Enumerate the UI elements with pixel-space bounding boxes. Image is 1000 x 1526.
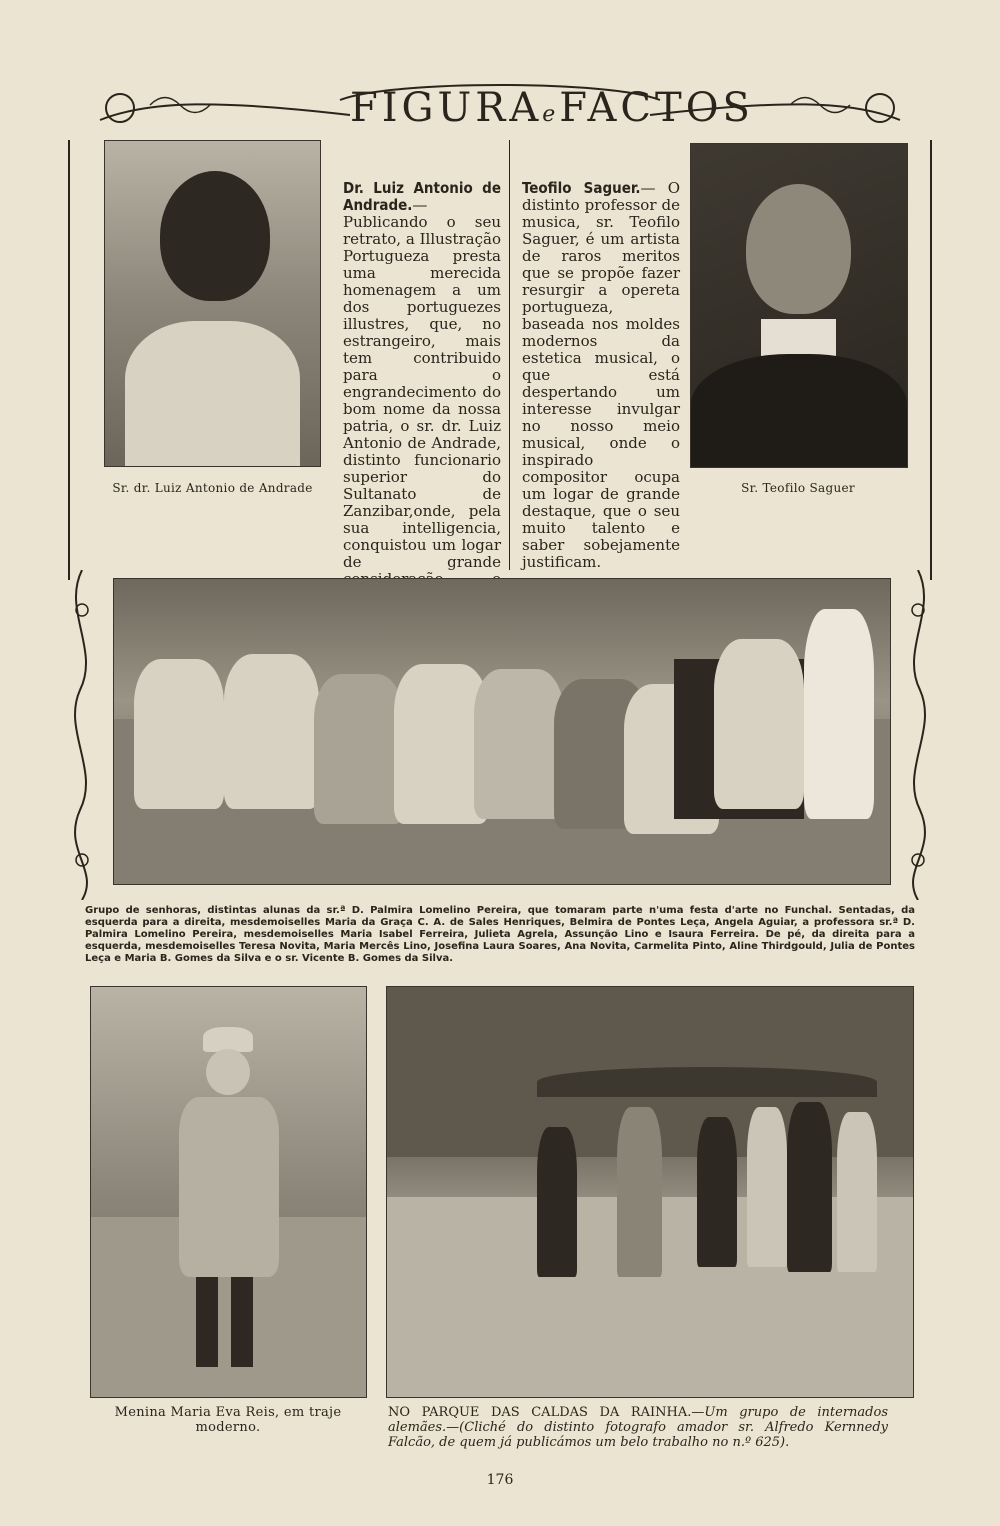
group-photo-funchal [113, 578, 891, 885]
caption-group-photo: Grupo de senhoras, distintas alunas da sr.ª D. Palmira Lomelino Pereira, que tomaram parte n'uma festa d'arte no Funchal. Sentadas, da esquerda para a direita, mesdemoiselles Maria da Graça C. A. de Sales Henriques, Belmira de Pontes Leça, Angela Aguiar, a professora sr.ª D. Palmira Lomelino Pereira, mesdemoiselles Maria Isabel Ferreira, Julieta Agrela, Assunção Lino e Isaura Ferreira. De pé, da direita para a esquerda, mesdemoiselles Teresa Novita, Maria Mercês Lino, Josefina Laura Soares, Ana Novita, Carmelita Pinto, Aline Thirdgould, Julia de Pontes Leça e Maria B. Gomes da Silva e o sr. Vicente B. Gomes da Silva. [85, 905, 915, 964]
page-title: FIGURAeFACTOS [350, 85, 754, 131]
right-ornament [898, 570, 938, 900]
article-luiz-andrade: Dr. Luiz Antonio de Andrade.—Publicando o seu retrato, a Illustração Portugueza presta uma merecida homenagem a um dos portuguezes illustres, que, no estrangeiro, mais tem contribuido para o engrandecimento do bom nome da nossa patria, o sr. dr. Luiz Antonio de Andrade, distinto funcionario superior do Sultanato de Zanzibar,onde, pela sua intelligencia, conquistou um logar de grande [343, 179, 501, 571]
frame-left-line [68, 140, 70, 580]
left-ornament [62, 570, 102, 900]
article-teofilo-saguer: Teofilo Saguer.— O distinto professor de musica, sr. Teofilo Saguer, é um artista de raros meritos que se propõe fazer resurgir a opereta portugueza, baseada nos moldes modernos da estetica musical, o que está despertando um interesse invulgar no nosso meio musical, onde o inspirado compositor ocupa um logar de grande destaque, que o seu muito talento e saber sobejamente justificam. [522, 179, 680, 571]
caption-caldas-da-rainha: NO PARQUE DAS CALDAS DA RAINHA.—Um grupo de internados alemães.—(Cliché do distinto fotografo amador sr. Alfredo Kernnedy Falcão, de quem já publicámos um belo trabalho no n.º 625). [388, 1405, 888, 1450]
frame-right-line [930, 140, 932, 580]
column-divider [509, 140, 510, 570]
photo-caldas-da-rainha [386, 986, 914, 1398]
caption-teofilo-saguer: Sr. Teofilo Saguer [741, 481, 855, 495]
photo-maria-eva-reis [90, 986, 367, 1398]
caption-maria-eva-reis: Menina Maria Eva Reis, em traje moderno. [114, 1405, 342, 1435]
portrait-teofilo-saguer [690, 143, 908, 468]
caption-luiz-andrade: Sr. dr. Luiz Antonio de Andrade [112, 481, 313, 495]
page-number: 176 [486, 1472, 514, 1488]
portrait-luiz-andrade [104, 140, 321, 467]
